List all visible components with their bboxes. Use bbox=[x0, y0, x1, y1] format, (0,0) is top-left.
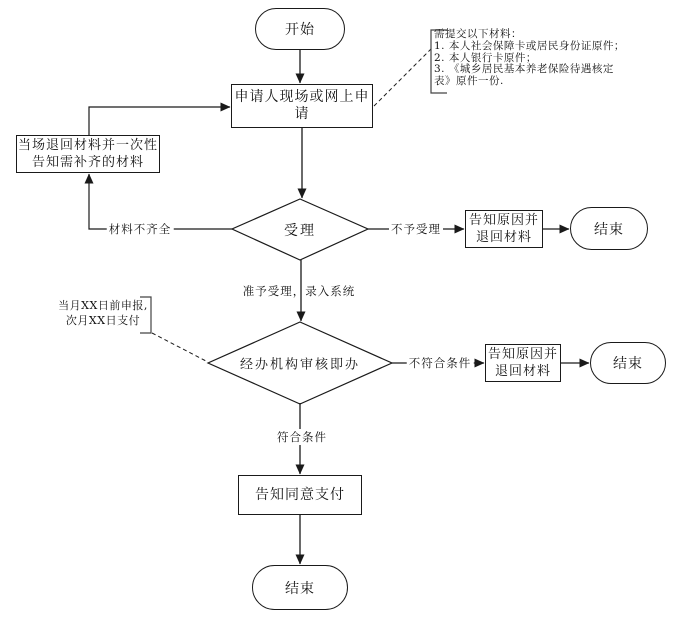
return-materials-line2: 告知需补齐的材料 bbox=[31, 155, 144, 170]
materials-note bbox=[434, 29, 644, 88]
reject2-node bbox=[485, 344, 561, 382]
edge-label-not-qualified: 不符合条件 bbox=[408, 356, 472, 370]
edge-label-not-accepted: 不予受理 bbox=[391, 222, 441, 236]
reject1-node bbox=[465, 210, 543, 248]
dashed-link-payment-note-to-review bbox=[152, 333, 206, 361]
end1-label: 结束 bbox=[594, 221, 624, 238]
edge-label-materials-incomplete: 材料不齐全 bbox=[108, 222, 172, 236]
connector-return-to-apply bbox=[89, 107, 230, 135]
materials-note-line3: 2. 本人银行卡原件； bbox=[434, 51, 537, 64]
end3-label: 结束 bbox=[285, 580, 315, 597]
end2-label: 结束 bbox=[613, 356, 643, 372]
end3-node bbox=[252, 565, 348, 610]
accept-decision-label: 受理 bbox=[284, 223, 316, 239]
payment-note-line2: 次月XX日支付 bbox=[65, 314, 141, 327]
apply-node bbox=[231, 84, 373, 128]
reject2-line2: 退回材料 bbox=[494, 364, 551, 379]
materials-note-line5: 表》原件一份. bbox=[434, 75, 504, 88]
review-decision-label: 经办机构审核即办 bbox=[239, 357, 361, 373]
payment-note-line1: 当月XX日前申报, bbox=[58, 299, 148, 312]
payment-note bbox=[56, 298, 150, 328]
start-node bbox=[255, 8, 345, 50]
start-label: 开始 bbox=[285, 22, 315, 38]
end2-node bbox=[590, 342, 666, 384]
materials-note-line1: 需提交以下材料： bbox=[434, 28, 522, 40]
edge-label-qualified: 符合条件 bbox=[277, 430, 327, 444]
return-materials-line1: 当场退回材料并一次性 bbox=[17, 138, 158, 153]
reject1-line2: 退回材料 bbox=[475, 230, 532, 245]
materials-note-line2: 1. 本人社会保障卡或居民身份证原件； bbox=[434, 39, 625, 52]
pay-label: 告知同意支付 bbox=[255, 486, 345, 503]
end1-node bbox=[570, 207, 648, 250]
return-materials-node bbox=[16, 135, 160, 173]
edge-label-accepted: 准予受理，录入系统 bbox=[242, 284, 356, 298]
materials-note-line4: 3. 《城乡居民基本养老保险待遇核定 bbox=[434, 63, 614, 76]
dashed-link-apply-to-materials-note bbox=[374, 49, 431, 106]
reject1-line1: 告知原因并 bbox=[468, 213, 539, 228]
reject2-line1: 告知原因并 bbox=[487, 347, 558, 362]
pay-node bbox=[238, 475, 362, 515]
apply-label: 申请人现场或网上申请 bbox=[234, 89, 370, 122]
